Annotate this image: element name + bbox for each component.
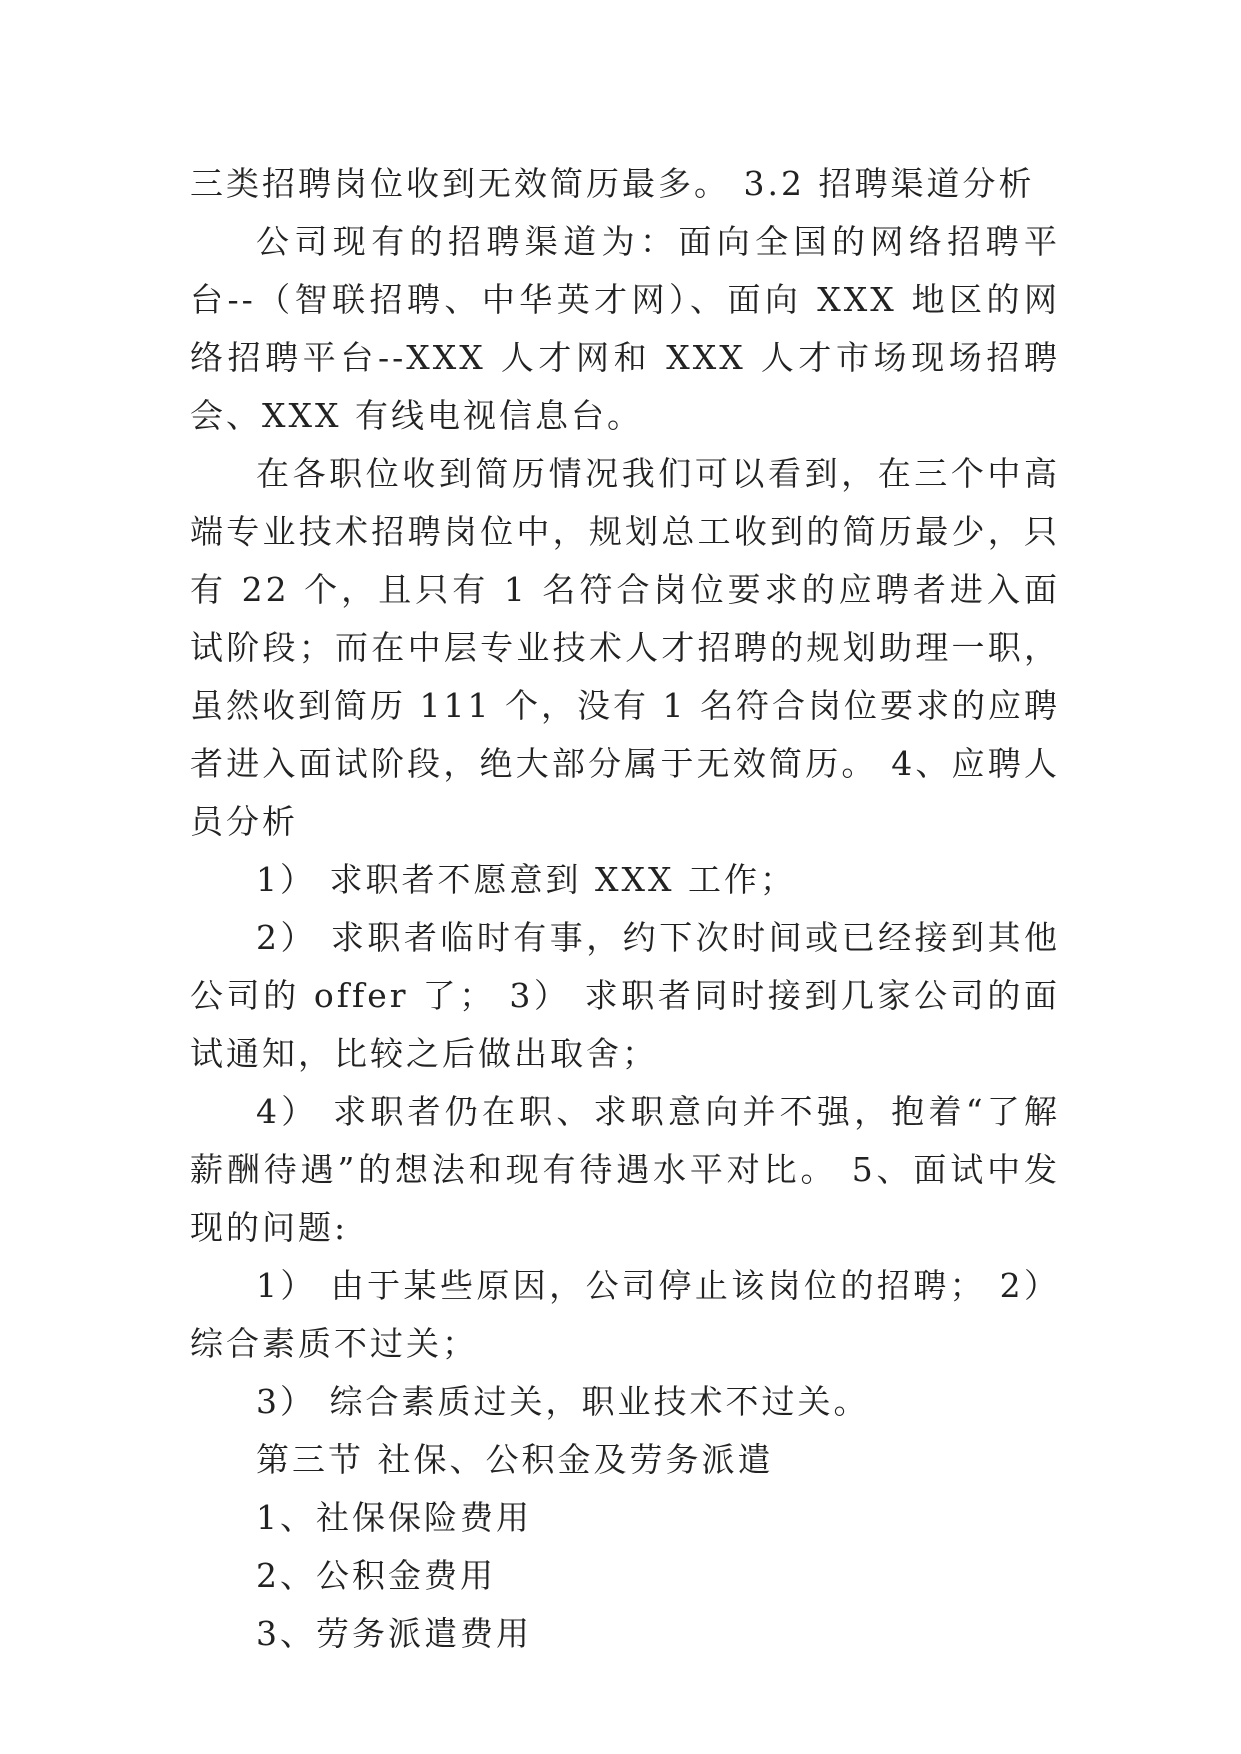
- paragraph-recruitment-channels: 公司现有的招聘渠道为：面向全国的网络招聘平台--（智联招聘、中华英才网）、面向 XXX 地区的网络招聘平台--XXX 人才网和 XXX 人才市场现场招聘会、XXX 有线电视信息台。: [190, 222, 1060, 435]
- list-item-labor-dispatch-cost: 3、劳务派遣费用: [256, 1614, 532, 1653]
- document-body: [190, 155, 1060, 1663]
- paragraph-recruitment-channel-heading: 三类招聘岗位收到无效简历最多。 3.2 招聘渠道分析: [190, 164, 1035, 203]
- list-item-social-insurance-cost: 1、社保保险费用: [256, 1498, 532, 1537]
- paragraph-interview-issues-1-2: 1） 由于某些原因，公司停止该岗位的招聘； 2） 综合素质不过关；: [190, 1266, 1060, 1363]
- paragraph-reason-2-3: 2） 求职者临时有事，约下次时间或已经接到其他公司的 offer 了； 3） 求职者同时接到几家公司的面试通知，比较之后做出取舍；: [190, 918, 1060, 1073]
- section-heading-social-security: 第三节 社保、公积金及劳务派遣: [256, 1440, 774, 1479]
- paragraph-reason-1: 1） 求职者不愿意到 XXX 工作；: [256, 860, 796, 899]
- list-item-housing-fund-cost: 2、公积金费用: [256, 1556, 496, 1595]
- paragraph-reason-4: 4） 求职者仍在职、求职意向并不强，抱着“了解薪酬待遇”的想法和现有待遇水平对比。 5、面试中发现的问题:: [190, 1092, 1060, 1247]
- paragraph-interview-issue-3: 3） 综合素质过关，职业技术不过关。: [256, 1382, 870, 1421]
- paragraph-resume-analysis: 在各职位收到简历情况我们可以看到，在三个中高端专业技术招聘岗位中，规划总工收到的简历最少，只有 22 个，且只有 1 名符合岗位要求的应聘者进入面试阶段；而在中层专业技术人才招聘的规划助理一职，虽然收到简历 111 个，没有 1 名符合岗位要求的应聘者进入面试阶段，绝大部分属于无效简历。 4、应聘人员分析: [190, 454, 1060, 841]
